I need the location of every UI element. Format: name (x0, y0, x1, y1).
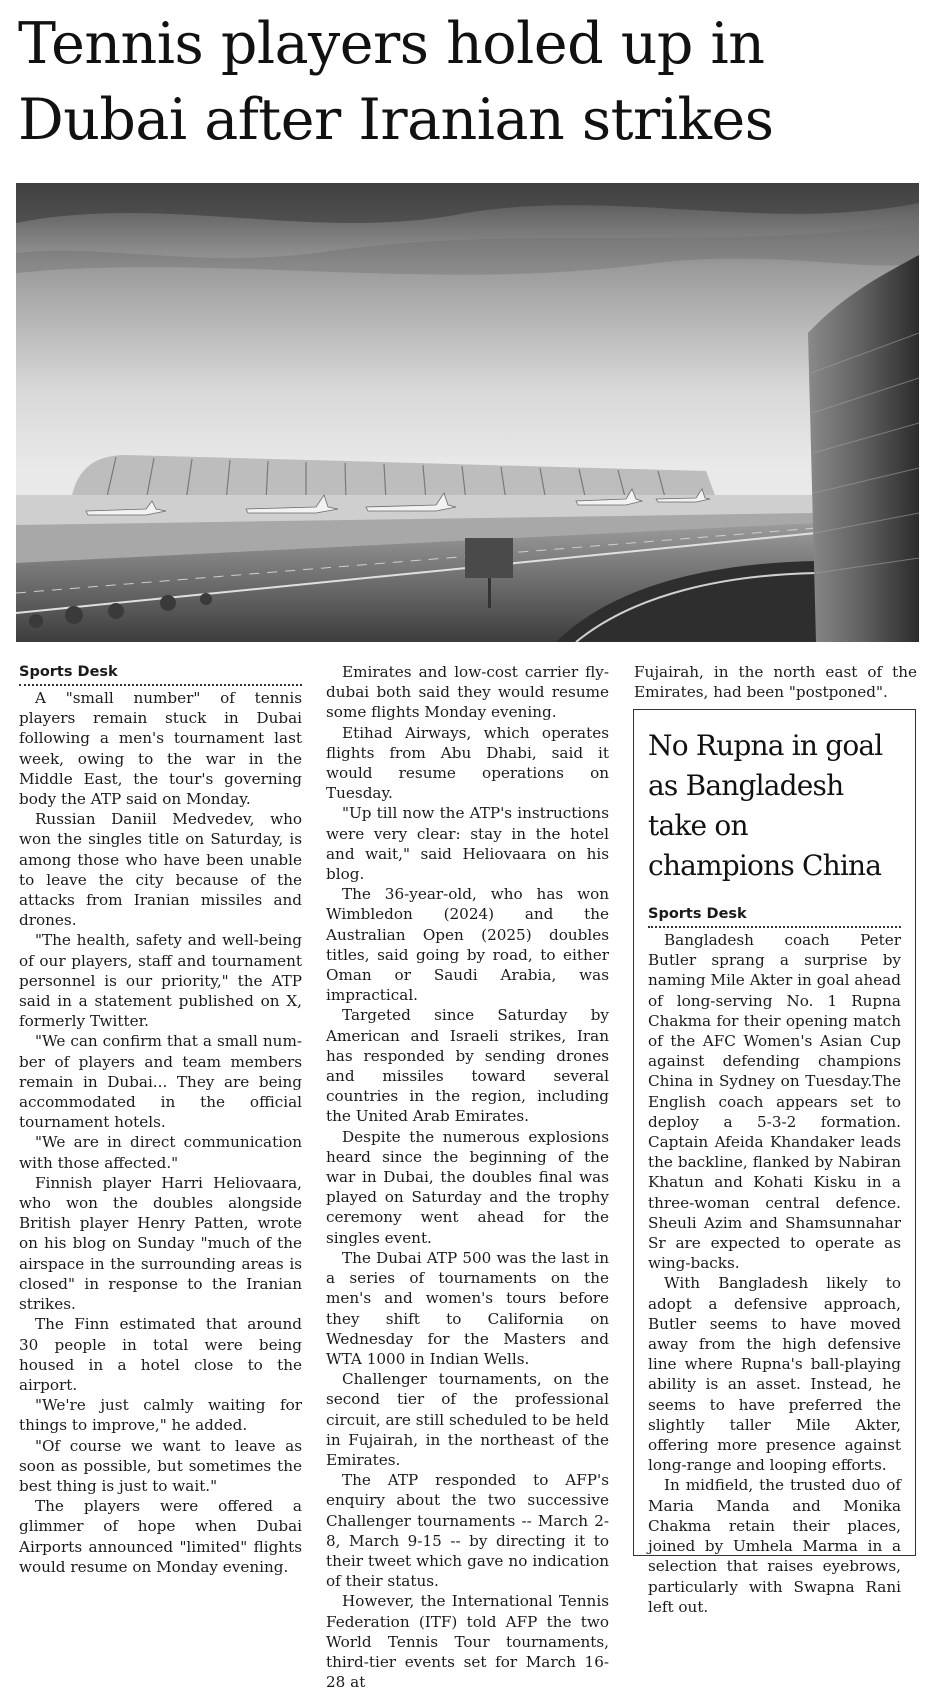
sidebar-paragraph: With Bangladesh likely to adopt a defensive approach, Butler seems to have moved away from the high defensive line where Rupna's ball-playing ability is an asset. Instead, he seems to have preferred the slightly taller Mile Akter, offering more presence against long-range and looping efforts. (648, 1274, 901, 1475)
article-paragraph: The Finn estimated that around 30 people in total were being housed in a hotel close to the airport. (19, 1315, 302, 1394)
article-column-1 (19, 662, 302, 1577)
article-paragraph: "We can confirm that a small number of players and team members remain in Dubai... They are being accommodated in the official tournament hotels. (19, 1032, 302, 1132)
sidebar-byline: Sports Desk (648, 904, 901, 928)
article-paragraph: Targeted since Saturday by American and Israeli strikes, Iran has responded by sending drones and missiles toward several countries in the region, including the United Arab Emirates. (326, 1006, 609, 1126)
article-paragraph: "We are in direct communication with those affected." (19, 1133, 302, 1172)
article-paragraph: The ATP responded to AFP's enquiry about the two successive Challenger tournaments -- March 2-8, March 9-15 -- by directing it to their tweet which gave no indication of their status. (326, 1471, 609, 1591)
article-paragraph: A "small number" of tennis players remain stuck in Dubai following a men's tournament last week, owing to the war in the Middle East, the tour's governing body the ATP said on Monday. (19, 689, 302, 809)
article-paragraph-continued: Fujairah, in the north east of the Emirates, had been "postponed". (634, 663, 917, 702)
sidebar-paragraph: In midfield, the trusted duo of Maria Manda and Monika Chakma retain their places, joined by Umhela Marma in a selection that raises eyebrows, particularly with Swapna Rani left out. (648, 1476, 901, 1616)
article-column-2 (326, 662, 609, 1692)
article-paragraph: "Up till now the ATP's instructions were very clear: stay in the hotel and wait," said Heliovaara on his blog. (326, 804, 609, 884)
airport-photo (16, 183, 919, 642)
article-paragraph: The Dubai ATP 500 was the last in a series of tournaments on the men's and women's tours before they shift to California on Wednesday for the Masters and WTA 1000 in Indian Wells. (326, 1248, 609, 1368)
article-paragraph: However, the International Tennis Federation (ITF) told AFP the two World Tennis Tour tournaments, third-tier events set for March 16-28 at (326, 1592, 609, 1692)
article-paragraph: "Of course we want to leave as soon as possible, but sometimes the best thing is just to wait." (19, 1436, 302, 1495)
article-paragraph: "The health, safety and well-being of our players, staff and tournament personnel is our priority," the ATP said in a statement published on X, formerly Twitter. (19, 931, 302, 1031)
article-paragraph: Emirates and low-cost carrier flydubai both said they would resume some flights Monday evening. (326, 663, 609, 722)
article-column-3 (634, 662, 917, 702)
article-paragraph: The 36-year-old, who has won Wimbledon (2024) and the Australian Open (2025) doubles titles, said going by road, to either Oman or Saudi Arabia, was impractical. (326, 885, 609, 1005)
article-paragraph: The players were offered a glimmer of hope when Dubai Airports announced "limited" flights would resume on Monday evening. (19, 1497, 302, 1576)
article-paragraph: Despite the numerous explosions heard since the beginning of the war in Dubai, the doubles final was played on Saturday and the trophy ceremony went ahead for the singles event. (326, 1127, 609, 1247)
headline: Tennis players holed up in Dubai after Iranian strikes (18, 11, 774, 153)
sidebar-story (633, 709, 916, 1616)
airport-photo-illustration (16, 183, 919, 642)
article-paragraph: Finnish player Harri Heliovaara, who won the doubles alongside British player Henry Patten, wrote on his blog on Sunday "much of the airspace in the surrounding areas is closed" in response to the Iranian strikes. (19, 1173, 302, 1314)
article-paragraph: Russian Daniil Medvedev, who won the singles title on Saturday, is among those who have been unable to leave the city because of the attacks from Iranian missiles and drones. (19, 810, 302, 930)
article-byline: Sports Desk (19, 662, 302, 686)
sidebar-paragraph: Bangladesh coach Peter Butler sprang a surprise by naming Mile Akter in goal ahead of long-serving No. 1 Rupna Chakma for their opening match of the AFC Women's Asian Cup against defending champions China in Sydney on Tuesday.The English coach appears set to deploy a 5-3-2 formation. Captain Afeida Khandaker leads the backline, flanked by Nabiran Khatun and Kohati Kisku in a three-woman central defence. Sheuli Azim and Shamsunnahar Sr are expected to operate as wing-backs. (648, 931, 901, 1273)
article-paragraph: Challenger tournaments, on the second tier of the professional circuit, are still scheduled to be held in Fujairah, in the northeast of the Emirates. (326, 1370, 609, 1469)
article-paragraph: Etihad Airways, which operates flights from Abu Dhabi, said it would resume operations on Tuesday. (326, 723, 609, 803)
sidebar-headline: No Rupna in goal as Bangladesh take on champions China (648, 729, 883, 882)
article-paragraph: "We're just calmly waiting for things to improve," he added. (19, 1396, 302, 1435)
